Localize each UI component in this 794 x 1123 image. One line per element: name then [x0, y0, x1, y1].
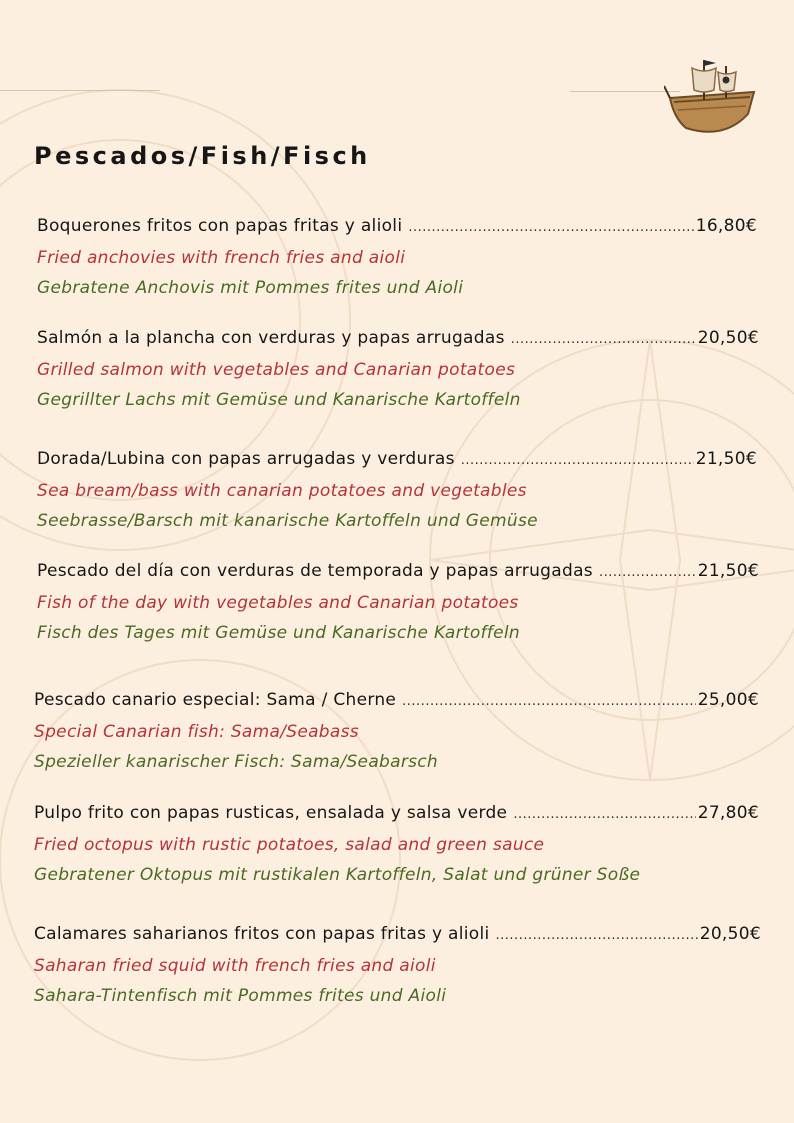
page-title: Pescados/Fish/Fisch: [34, 142, 371, 170]
item-name-spanish: Pescado canario especial: Sama / Cherne: [34, 690, 397, 710]
dot-leader: [496, 919, 698, 951]
item-spanish-line: [37, 444, 757, 476]
item-price: 27,80€: [697, 803, 759, 823]
item-price: 20,50€: [697, 328, 759, 348]
item-price: 21,50€: [697, 561, 759, 581]
menu-item-pescado-del-dia: [37, 556, 759, 648]
pirate-ship-icon: [664, 56, 760, 140]
item-name-english: Fried octopus with rustic potatoes, salad and green sauce: [34, 835, 545, 855]
menu-item-salmon: [37, 323, 759, 415]
item-spanish-line: [37, 323, 759, 355]
item-name-german: Seebrasse/Barsch mit kanarische Kartoffeln und Gemüse: [37, 511, 538, 531]
item-spanish-line: [34, 685, 759, 717]
item-spanish-line: [34, 919, 761, 951]
item-name-german: Gebratene Anchovis mit Pommes frites und Aioli: [37, 278, 464, 298]
dot-leader: [599, 556, 696, 588]
item-name-german: Spezieller kanarischer Fisch: Sama/Seabarsch: [34, 752, 439, 772]
menu-item-boquerones: [37, 211, 757, 303]
item-name-german: Gebratener Oktopus mit rustikalen Kartoffeln, Salat und grüner Soße: [34, 865, 641, 885]
item-name-english: Fried anchovies with french fries and aioli: [37, 248, 406, 268]
item-name-german: Gegrillter Lachs mit Gemüse und Kanarische Kartoffeln: [37, 390, 521, 410]
menu-item-pescado-canario: [34, 685, 759, 777]
item-name-german: Fisch des Tages mit Gemüse und Kanarische Kartoffeln: [37, 623, 520, 643]
item-name-spanish: Salmón a la plancha con verduras y papas arrugadas: [37, 328, 505, 348]
item-name-english: Special Canarian fish: Sama/Seabass: [34, 722, 359, 742]
item-name-english: Sea bream/bass with canarian potatoes and vegetables: [37, 481, 527, 501]
item-price: 21,50€: [695, 449, 757, 469]
item-name-spanish: Pescado del día con verduras de temporada y papas arrugadas: [37, 561, 593, 581]
item-name-english: Grilled salmon with vegetables and Canarian potatoes: [37, 360, 516, 380]
dot-leader: [402, 685, 696, 717]
item-price: 16,80€: [695, 216, 757, 236]
menu-item-dorada: [37, 444, 757, 536]
item-name-english: Fish of the day with vegetables and Canarian potatoes: [37, 593, 519, 613]
item-spanish-line: [37, 211, 757, 243]
dot-leader: [511, 323, 696, 355]
item-spanish-line: [37, 556, 759, 588]
item-name-spanish: Pulpo frito con papas rusticas, ensalada y salsa verde: [34, 803, 508, 823]
item-name-spanish: Calamares saharianos fritos con papas fritas y alioli: [34, 924, 490, 944]
item-name-spanish: Dorada/Lubina con papas arrugadas y verduras: [37, 449, 455, 469]
item-price: 25,00€: [697, 690, 759, 710]
item-name-german: Sahara-Tintenfisch mit Pommes frites und Aioli: [34, 986, 447, 1006]
item-price: 20,50€: [699, 924, 761, 944]
menu-item-pulpo: [34, 798, 759, 890]
item-name-english: Saharan fried squid with french fries and aioli: [34, 956, 436, 976]
item-name-spanish: Boquerones fritos con papas fritas y alioli: [37, 216, 403, 236]
menu-item-calamares: [34, 919, 761, 1011]
dot-leader: [461, 444, 694, 476]
dot-leader: [408, 211, 693, 243]
decorative-rule-left: [0, 90, 160, 91]
dot-leader: [513, 798, 695, 830]
item-spanish-line: [34, 798, 759, 830]
